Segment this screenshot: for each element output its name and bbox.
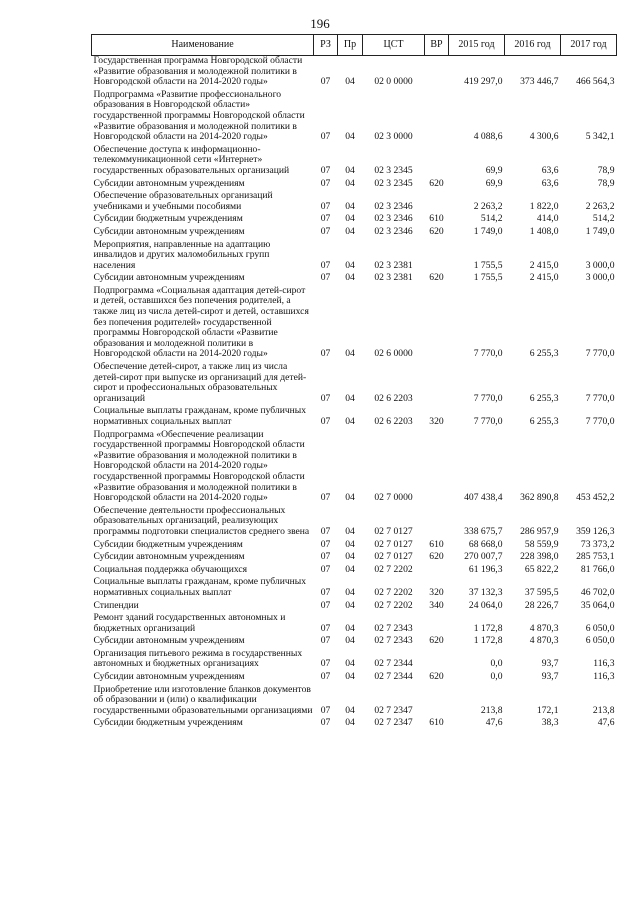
- row-rz: 07: [320, 635, 331, 647]
- row-2017: 514,2: [592, 213, 615, 225]
- row-rz: 07: [320, 76, 331, 88]
- row-2017: 213,8: [592, 704, 615, 716]
- row-cst: 02 7 2347: [374, 717, 413, 729]
- row-2017: 466 564,3: [576, 76, 615, 88]
- row-name: Субсидии автономным учреждениям: [93, 551, 245, 563]
- row-cst: 02 7 0000: [374, 492, 413, 504]
- row-cst: 02 7 2202: [374, 586, 413, 598]
- row-rz: 07: [320, 416, 331, 427]
- row-pr: 04: [345, 392, 355, 404]
- row-vr: 610: [429, 717, 444, 729]
- row-2016: 28 226,7: [524, 599, 559, 611]
- table-row: [92, 577, 617, 600]
- row-vr: [425, 56, 449, 90]
- row-name: Субсидии автономным учреждениям: [93, 272, 245, 284]
- table-header: [92, 35, 617, 56]
- row-pr: 04: [345, 551, 355, 563]
- row-vr: 620: [429, 671, 444, 683]
- row-rz: 07: [320, 392, 331, 404]
- row-vr: 620: [429, 272, 444, 284]
- row-2016: 6 255,3: [529, 416, 559, 427]
- row-2015: 69,9: [485, 177, 503, 189]
- row-2015: 24 064,0: [468, 599, 503, 611]
- row-rz: 07: [320, 599, 331, 611]
- row-pr: 04: [345, 348, 355, 360]
- row-2016: 414,0: [536, 213, 559, 225]
- row-2015: 2 263,2: [473, 200, 503, 212]
- row-vr: 620: [429, 635, 444, 647]
- row-2017: 78,9: [597, 164, 615, 176]
- table-row: [92, 286, 617, 362]
- row-2015: 7 770,0: [473, 416, 503, 427]
- row-2017: 73 373,2: [580, 538, 615, 550]
- row-2016: 1 822,0: [529, 200, 559, 212]
- row-name: Социальные выплаты гражданам, кроме публичных нормативных социальных выплат: [93, 576, 307, 598]
- row-rz: 07: [320, 131, 331, 143]
- row-name: Социальная поддержка обучающихся: [93, 563, 248, 575]
- row-cst: 02 3 2381: [374, 259, 413, 271]
- table-row: [92, 56, 617, 90]
- header-2015: 2015 год: [449, 35, 505, 56]
- row-vr: 610: [429, 213, 444, 225]
- row-2017: 2 263,2: [585, 200, 615, 212]
- row-2017: 116,3: [593, 671, 615, 683]
- row-2017: 35 064,0: [580, 599, 615, 611]
- row-name: Социальные выплаты гражданам, кроме публичных нормативных социальных выплат: [93, 405, 307, 427]
- row-rz: 07: [320, 525, 331, 537]
- row-cst: 02 7 2344: [374, 658, 413, 670]
- row-pr: 04: [345, 525, 355, 537]
- row-cst: 02 6 2203: [374, 392, 413, 404]
- row-cst: 02 6 0000: [374, 348, 413, 360]
- row-2016: 6 255,3: [529, 392, 559, 404]
- table-row: [92, 240, 617, 274]
- row-cst: 02 7 0127: [374, 551, 413, 563]
- row-cst: 02 7 2202: [374, 599, 413, 611]
- row-name: Государственная программа Новгородской области «Развитие образования и молодежной политики в Новгородской области на 2014-2020 годы»: [93, 55, 303, 88]
- header-rz: РЗ: [314, 35, 338, 56]
- row-2017: 6 050,0: [585, 635, 615, 647]
- row-vr: [425, 145, 449, 179]
- row-2016: 362 890,8: [520, 492, 559, 504]
- row-rz: 07: [320, 717, 331, 729]
- row-2017: 81 766,0: [580, 563, 615, 575]
- row-2017: 3 000,0: [585, 272, 615, 284]
- row-2015: 1 172,8: [473, 622, 503, 634]
- row-2016: 4 870,3: [529, 622, 559, 634]
- row-2017: 7 770,0: [585, 392, 615, 404]
- row-pr: 04: [345, 492, 355, 504]
- row-rz: 07: [320, 164, 331, 176]
- row-2015: 338 675,7: [464, 525, 503, 537]
- row-pr: 04: [345, 599, 355, 611]
- row-vr: [425, 685, 449, 719]
- table-row: [92, 90, 617, 145]
- row-vr: 320: [429, 586, 444, 598]
- row-vr: 340: [429, 599, 444, 611]
- row-2017: 6 050,0: [585, 622, 615, 634]
- row-name: Мероприятия, направленные на адаптацию инвалидов и других маломобильных групп населения: [93, 238, 271, 271]
- row-2015: 68 668,0: [468, 538, 503, 550]
- row-name: Субсидии бюджетным учреждениям: [93, 717, 243, 729]
- row-rz: 07: [320, 563, 331, 575]
- row-cst: 02 0 0000: [374, 76, 413, 88]
- row-2015: 514,2: [480, 213, 503, 225]
- row-name: Обеспечение детей-сирот, а также лиц из числа детей-сирот при выпуске из организаций для детей-сирот и профессиональных образовательных организаций: [93, 361, 307, 404]
- header-vr: ВР: [425, 35, 449, 56]
- row-pr: 04: [345, 225, 355, 237]
- header-name: Наименование: [92, 35, 314, 56]
- row-cst: 02 3 0000: [374, 131, 413, 143]
- header-2016: 2016 год: [505, 35, 561, 56]
- row-2016: 2 415,0: [529, 259, 559, 271]
- row-2015: 419 297,0: [464, 76, 503, 88]
- row-2016: 4 870,3: [529, 635, 559, 647]
- row-name: Обеспечение доступа к информационно-телекоммуникационной сети «Интернет» государственных образовательных организаций: [93, 143, 290, 176]
- row-cst: 02 3 2381: [374, 272, 413, 284]
- row-cst: 02 7 2344: [374, 671, 413, 683]
- row-pr: 04: [345, 76, 355, 88]
- row-name: Ремонт зданий государственных автономных и бюджетных организаций: [93, 612, 286, 634]
- row-cst: 02 3 2346: [374, 225, 413, 237]
- row-cst: 02 7 2202: [374, 563, 413, 575]
- row-vr: 620: [429, 225, 444, 237]
- row-pr: 04: [345, 259, 355, 271]
- table-row: [92, 145, 617, 179]
- row-vr: [425, 649, 449, 672]
- row-vr: 620: [429, 177, 444, 189]
- budget-table: [91, 34, 617, 731]
- row-pr: 04: [345, 658, 355, 670]
- row-pr: 04: [345, 416, 355, 427]
- row-name: Стипендии: [93, 599, 139, 611]
- row-rz: 07: [320, 622, 331, 634]
- row-2015: 47,6: [485, 717, 503, 729]
- row-2017: 5 342,1: [585, 131, 615, 143]
- row-rz: 07: [320, 551, 331, 563]
- row-rz: 07: [320, 704, 331, 716]
- row-2015: 37 132,3: [468, 586, 503, 598]
- table-row: [92, 430, 617, 506]
- row-pr: 04: [345, 200, 355, 212]
- row-name: Организация питьевого режима в государственных автономных и бюджетных организациях: [93, 647, 303, 670]
- row-2016: 373 446,7: [520, 76, 559, 88]
- table-row: [92, 685, 617, 719]
- row-pr: 04: [345, 131, 355, 143]
- table-row: [92, 506, 617, 540]
- row-2016: 93,7: [541, 658, 559, 670]
- row-2017: 46 702,0: [580, 586, 615, 598]
- row-cst: 02 3 2345: [374, 164, 413, 176]
- row-cst: 02 7 2347: [374, 704, 413, 716]
- row-rz: 07: [320, 671, 331, 683]
- row-vr: [425, 286, 449, 362]
- row-2016: 4 300,6: [529, 131, 559, 143]
- row-rz: 07: [320, 492, 331, 504]
- row-rz: 07: [320, 348, 331, 360]
- row-pr: 04: [345, 671, 355, 683]
- row-2017: 1 749,0: [585, 225, 615, 237]
- row-vr: 320: [429, 416, 444, 427]
- row-2016: 286 957,9: [520, 525, 559, 537]
- row-2015: 7 770,0: [473, 392, 503, 404]
- row-vr: 610: [429, 538, 444, 550]
- row-vr: [425, 430, 449, 506]
- row-pr: 04: [345, 538, 355, 550]
- row-rz: 07: [320, 225, 331, 237]
- row-2017: 78,9: [597, 177, 615, 189]
- row-pr: 04: [345, 563, 355, 575]
- row-2016: 172,1: [536, 704, 559, 716]
- table-row: [92, 406, 617, 429]
- row-2015: 407 438,4: [464, 492, 503, 504]
- row-name: Обеспечение деятельности профессиональных образовательных организаций, реализующих программы подготовки специалистов среднего звена: [93, 504, 310, 537]
- row-name: Субсидии бюджетным учреждениям: [93, 538, 243, 550]
- row-name: Субсидии автономным учреждениям: [93, 225, 245, 237]
- row-2015: 4 088,6: [473, 131, 503, 143]
- row-2015: 270 007,7: [464, 551, 503, 563]
- row-2017: 453 452,2: [576, 492, 615, 504]
- row-pr: 04: [345, 704, 355, 716]
- row-2016: 228 398,0: [520, 551, 559, 563]
- row-cst: 02 7 2343: [374, 622, 413, 634]
- row-2016: 93,7: [541, 671, 559, 683]
- row-cst: 02 7 0127: [374, 538, 413, 550]
- table-row: [92, 613, 617, 636]
- row-name: Подпрограмма «Социальная адаптация детей-сирот и детей, оставшихся без попечения родителей, а также лиц из числа детей-сирот и детей, оставшихся без попечения родителей» государственной программы Новгородской области «Развитие образования и молодежной политики в Новгородской области на 2014-2020 годы»: [93, 284, 309, 360]
- row-2016: 58 559,9: [524, 538, 559, 550]
- row-name: Субсидии автономным учреждениям: [93, 635, 245, 647]
- row-2015: 213,8: [480, 704, 503, 716]
- row-pr: 04: [345, 717, 355, 729]
- row-pr: 04: [345, 213, 355, 225]
- row-vr: [425, 191, 449, 214]
- row-rz: 07: [320, 272, 331, 284]
- row-pr: 04: [345, 622, 355, 634]
- table-row: [92, 672, 617, 685]
- row-2015: 1 755,5: [473, 272, 503, 284]
- page-number: 196: [310, 16, 330, 31]
- table-row: [92, 227, 617, 240]
- table-row: [92, 649, 617, 672]
- row-name: Обеспечение образовательных организаций учебниками и учебными пособиями: [93, 190, 273, 212]
- row-pr: 04: [345, 586, 355, 598]
- row-vr: [425, 613, 449, 636]
- row-cst: 02 3 2346: [374, 213, 413, 225]
- row-2016: 6 255,3: [529, 348, 559, 360]
- header-cst: ЦСТ: [363, 35, 425, 56]
- row-name: Субсидии автономным учреждениям: [93, 671, 245, 683]
- row-2015: 61 196,3: [468, 563, 503, 575]
- row-vr: [425, 506, 449, 540]
- table-row: [92, 552, 617, 565]
- row-2017: 359 126,3: [576, 525, 615, 537]
- row-2015: 7 770,0: [473, 348, 503, 360]
- row-vr: 620: [429, 551, 444, 563]
- row-2016: 37 595,5: [524, 586, 559, 598]
- row-rz: 07: [320, 658, 331, 670]
- row-2017: 3 000,0: [585, 259, 615, 271]
- header-pr: Пр: [338, 35, 363, 56]
- row-name: Приобретение или изготовление бланков документов об образовании и (или) о квалификации государственными образовательными организациями: [93, 683, 313, 716]
- row-cst: 02 3 2345: [374, 177, 413, 189]
- table-row: [92, 191, 617, 214]
- table-row: [92, 273, 617, 286]
- row-rz: 07: [320, 538, 331, 550]
- table-body: [92, 56, 617, 732]
- row-name: Субсидии автономным учреждениям: [93, 177, 245, 189]
- row-name: Субсидии бюджетным учреждениям: [93, 213, 243, 225]
- row-2017: 285 753,1: [576, 551, 615, 563]
- row-cst: 02 7 2343: [374, 635, 413, 647]
- row-vr: [425, 362, 449, 406]
- row-pr: 04: [345, 177, 355, 189]
- row-2015: 1 755,5: [473, 259, 503, 271]
- row-2015: 0,0: [490, 658, 503, 670]
- row-rz: 07: [320, 213, 331, 225]
- row-name: Подпрограмма «Обеспечение реализации государственной программы Новгородской области «Развитие образования и молодежной политики в Новгородской области на 2014-2020 годы» государственной программы Новгородской области «Развитие образования и молодежной политики в Новгородской области на 2014-2020 годы»: [93, 428, 305, 504]
- header-2017: 2017 год: [561, 35, 617, 56]
- row-vr: [425, 565, 449, 578]
- row-2017: 7 770,0: [585, 348, 615, 360]
- row-2016: 1 408,0: [529, 225, 559, 237]
- row-pr: 04: [345, 272, 355, 284]
- row-rz: 07: [320, 586, 331, 598]
- table-row: [92, 362, 617, 406]
- header-row: [92, 35, 617, 56]
- row-rz: 07: [320, 177, 331, 189]
- table-row: [92, 636, 617, 649]
- row-cst: 02 3 2346: [374, 200, 413, 212]
- row-2015: 69,9: [485, 164, 503, 176]
- row-rz: 07: [320, 200, 331, 212]
- table-row: [92, 718, 617, 731]
- row-2016: 2 415,0: [529, 272, 559, 284]
- row-pr: 04: [345, 164, 355, 176]
- row-2016: 63,6: [541, 177, 559, 189]
- row-2016: 65 822,2: [524, 563, 559, 575]
- row-2015: 0,0: [490, 671, 503, 683]
- row-vr: [425, 240, 449, 274]
- row-2017: 47,6: [597, 717, 615, 729]
- row-2017: 7 770,0: [585, 416, 615, 427]
- row-2015: 1 749,0: [473, 225, 503, 237]
- row-name: Подпрограмма «Развитие профессионального образования в Новгородской области» государственной программы Новгородской области «Развитие образования и молодежной политики в Новгородской области на 2014-2020 годы»: [93, 88, 305, 143]
- row-cst: 02 6 2203: [374, 416, 413, 427]
- row-2016: 38,3: [541, 717, 559, 729]
- row-2016: 63,6: [541, 164, 559, 176]
- row-2015: 1 172,8: [473, 635, 503, 647]
- row-vr: [425, 90, 449, 145]
- row-2017: 116,3: [593, 658, 615, 670]
- row-cst: 02 7 0127: [374, 525, 413, 537]
- row-pr: 04: [345, 635, 355, 647]
- row-rz: 07: [320, 259, 331, 271]
